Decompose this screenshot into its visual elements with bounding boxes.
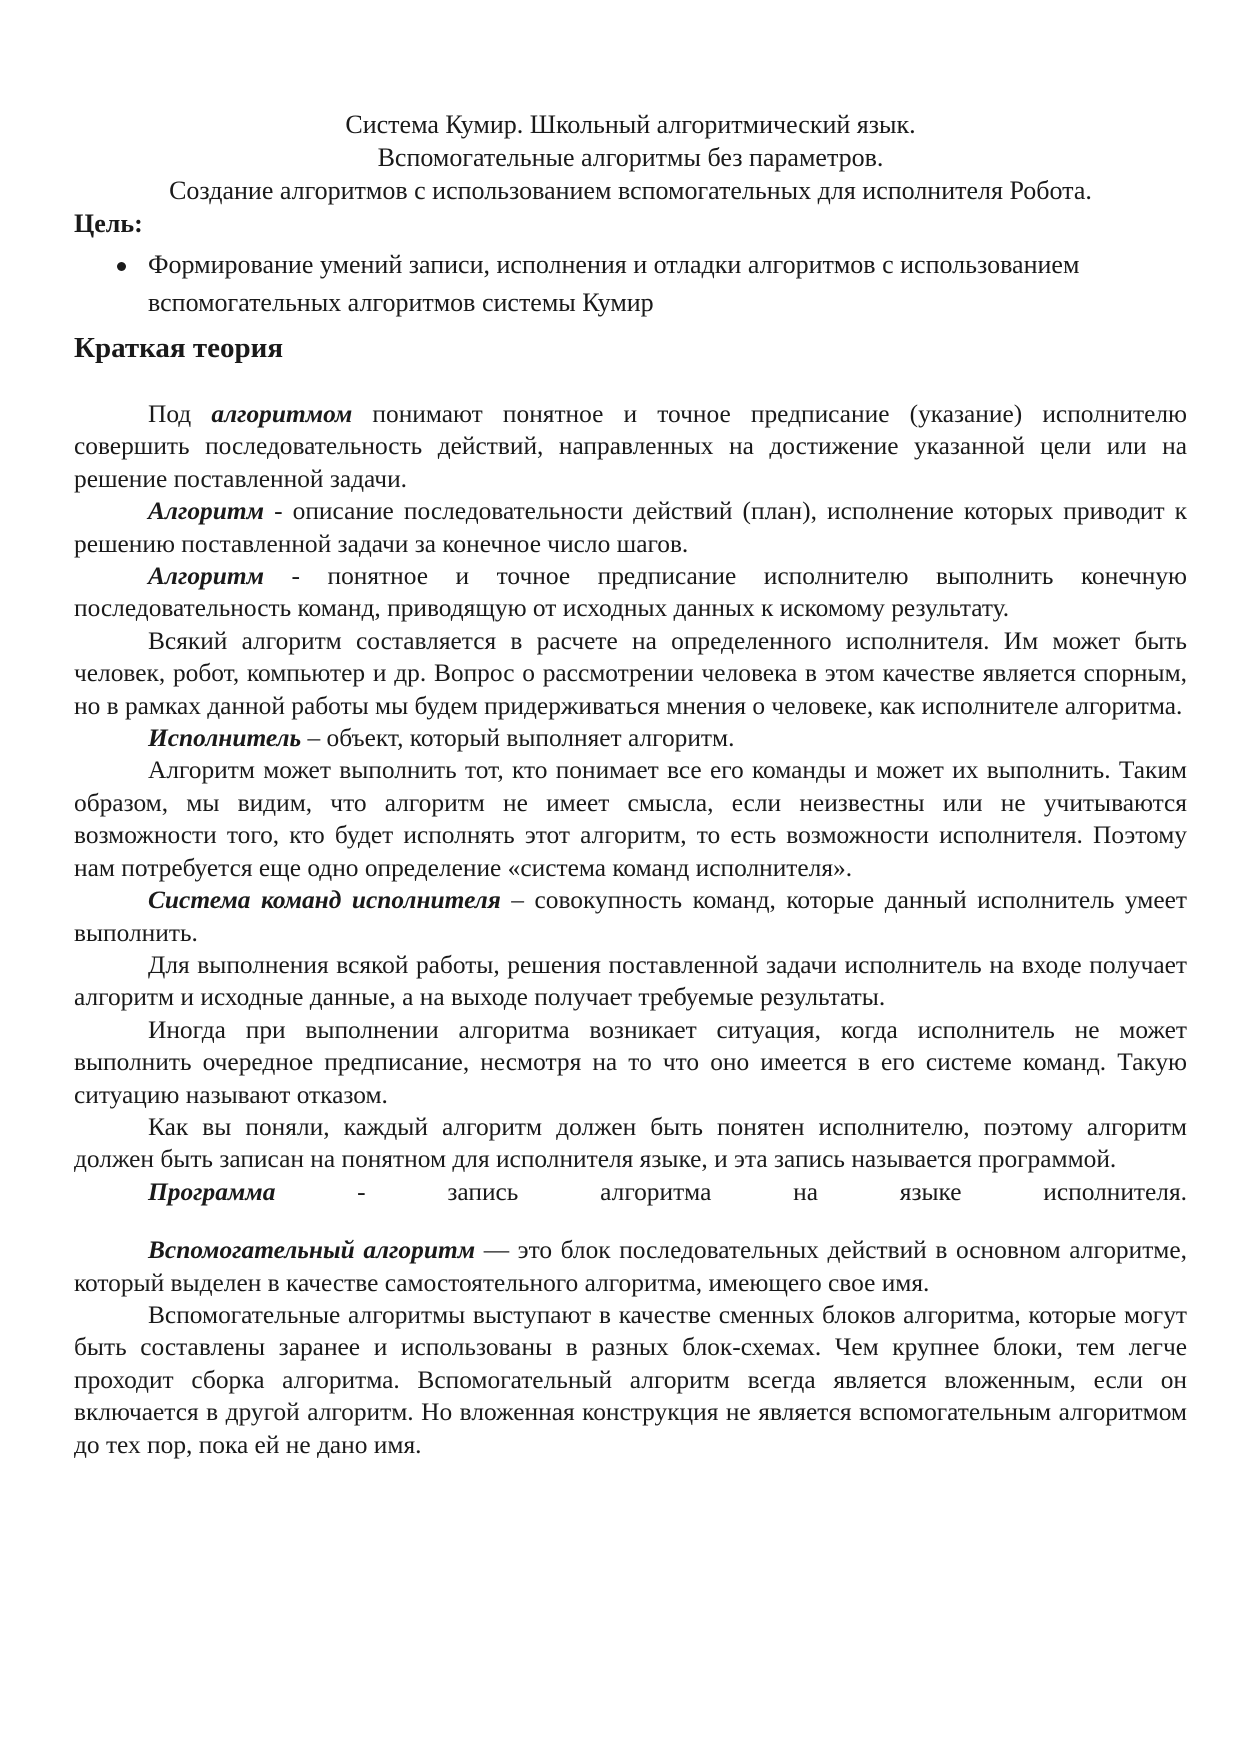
- title-line-1: Система Кумир. Школьный алгоритмический язык.: [345, 110, 916, 139]
- section-heading-theory: Краткая теория: [74, 332, 284, 364]
- term-algorithm: Алгоритм: [148, 562, 264, 591]
- term-auxiliary-algorithm: Вспомогательный алгоритм: [148, 1236, 476, 1265]
- paragraph-algorithm-prescription: Алгоритм - понятное и точное предписание исполнителю выполнить конечную последовательность команд, приводящую от исходных данных к искомому результату.: [74, 562, 1187, 623]
- term-algorithm: алгоритмом: [211, 400, 353, 428]
- paragraph-input-output: Для выполнения всякой работы, решения поставленной задачи исполнитель на входе получает алгоритм и исходные данные, а на выходе получает требуемые результаты.: [74, 950, 1187, 1012]
- term-program: Программа: [148, 1177, 276, 1206]
- goal-item-text: Формирование умений записи, исполнения и отладки алгоритмов с использованием вспомогательных алгоритмов системы Кумир: [148, 250, 1080, 317]
- document-title: [74, 108, 1187, 207]
- paragraph-executor-definition: Исполнитель – объект, который выполняет алгоритм.: [148, 724, 735, 753]
- theory-body: [74, 398, 1187, 1461]
- term-command-system: Система команд исполнителя: [148, 886, 501, 915]
- paragraph-auxiliary-definition: Вспомогательный алгоритм — это блок последовательных действий в основном алгоритме, который выделен в качестве самостоятельного алгоритма, имеющего свое имя.: [74, 1236, 1187, 1297]
- paragraph-auxiliary-blocks: Вспомогательные алгоритмы выступают в качестве сменных блоков алгоритма, которые могут быть составлены заранее и использованы в разных блок-схемах. Чем крупнее блоки, тем легче проходит сборка алгоритма. Вспомогательный алгоритм всегда является вложенным, если он включается в другой алгоритм. Но вложенная конструкция не является вспомогательным алгоритмом до тех пор, пока ей не дано имя.: [74, 1300, 1187, 1459]
- goal-label: Цель:: [74, 209, 143, 238]
- paragraph-executor-capabilities: Алгоритм может выполнить тот, кто понимает все его команды и может их выполнить. Таким образом, мы видим, что алгоритм не имеет смысла, если неизвестны или не учитываются возможности того, кто будет исполнять этот алгоритм, то есть возможности исполнителя. Поэтому нам потребуется еще одно определение «система команд исполнителя».: [74, 756, 1187, 882]
- goal-list: [74, 246, 1187, 322]
- title-line-3: Создание алгоритмов с использованием вспомогательных для исполнителя Робота.: [169, 176, 1092, 205]
- paragraph-program-definition: Программа - запись алгоритма на языке исполнителя.: [148, 1177, 1187, 1206]
- paragraph-program-intro: Как вы поняли, каждый алгоритм должен быть понятен исполнителю, поэтому алгоритм должен быть записан на понятном для исполнителя языке, и эта запись называется программой.: [74, 1112, 1187, 1174]
- term-executor: Исполнитель: [148, 724, 302, 753]
- term-algorithm: Алгоритм: [148, 497, 264, 526]
- paragraph-executor-intro: Всякий алгоритм составляется в расчете на определенного исполнителя. Им может быть человек, робот, компьютер и др. Вопрос о рассмотрении человека в этом качестве является спорным, но в рамках данной работы мы будем придерживаться мнения о человеке, как исполнителе алгоритма.: [74, 626, 1187, 720]
- paragraph-algorithm-plan: Алгоритм - описание последовательности действий (план), исполнение которых приводит к решению поставленной задачи за конечное число шагов.: [74, 497, 1187, 558]
- goal-list-item: [148, 246, 1187, 322]
- document-page: [74, 108, 1187, 1461]
- bullet-icon: [117, 262, 126, 271]
- paragraph-failure: Иногда при выполнении алгоритма возникает ситуация, когда исполнитель не может выполнить очередное предписание, несмотря на то что оно имеется в его системе команд. Такую ситуацию называют отказом.: [74, 1015, 1187, 1109]
- title-line-2: Вспомогательные алгоритмы без параметров.: [377, 143, 884, 172]
- paragraph-algorithm-definition: Под алгоритмом понимают понятное и точное предписание (указание) исполнителю совершить последовательность действий, направленных на достижение указанной цели или на решение поставленной задачи.: [74, 400, 1187, 493]
- paragraph-command-system: Система команд исполнителя – совокупность команд, которые данный исполнитель умеет выполнить.: [74, 886, 1187, 947]
